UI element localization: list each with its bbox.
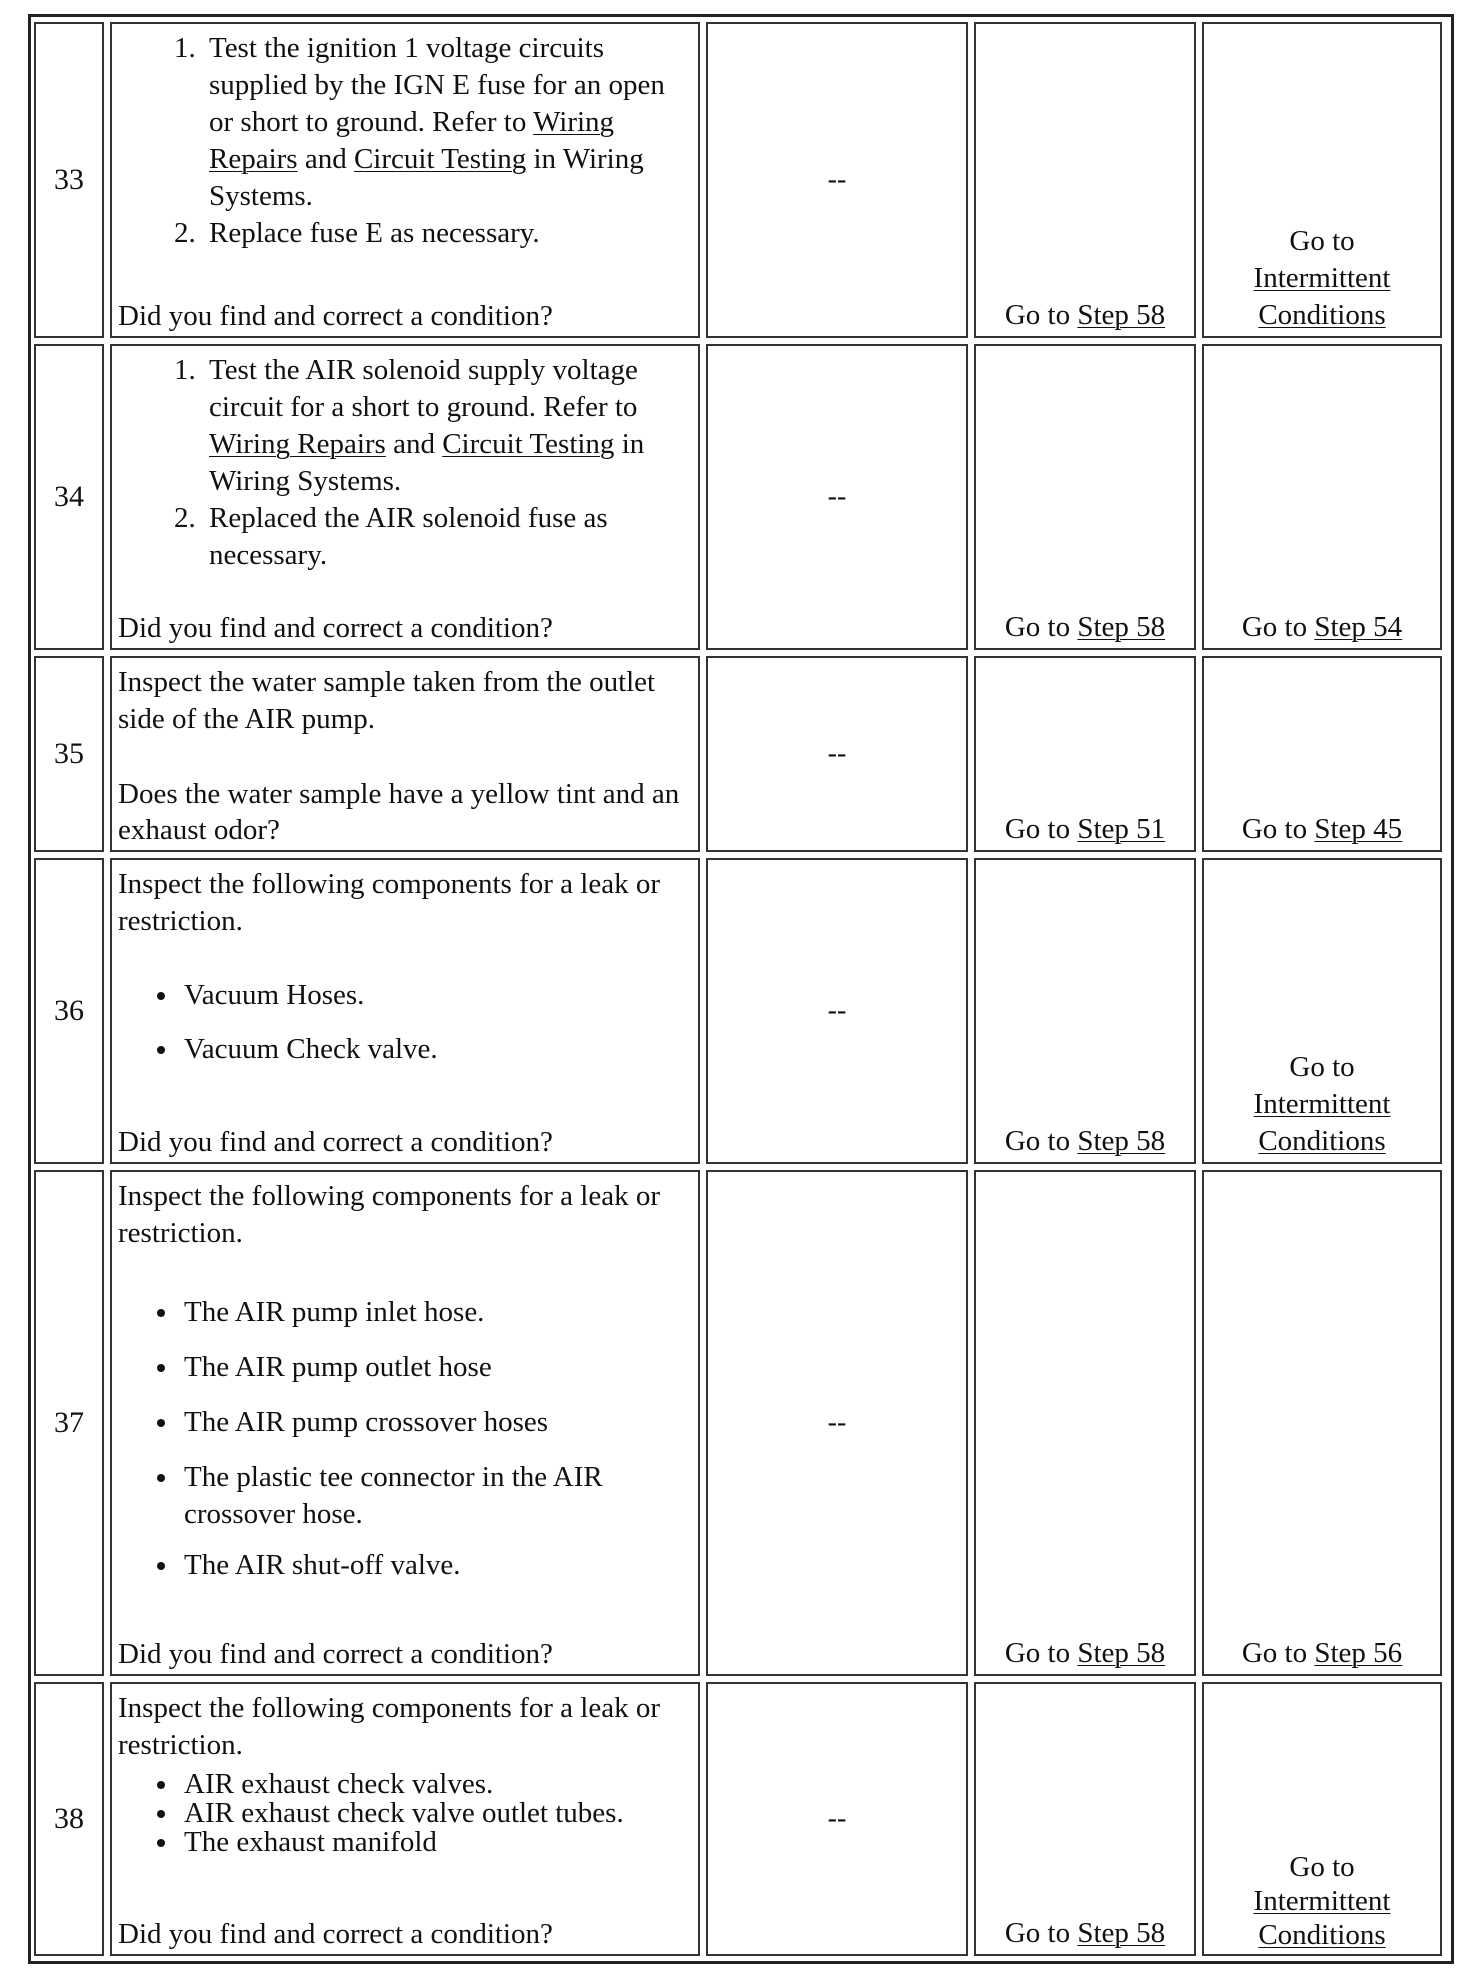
- link-step[interactable]: Step 51: [1077, 813, 1166, 845]
- action-steps: [118, 30, 692, 252]
- component-list: [118, 1294, 692, 1584]
- table-row: [34, 1682, 1448, 1956]
- value-cell: [706, 22, 968, 338]
- action-intro: Inspect the following components for a leak or restriction.: [118, 1180, 660, 1249]
- link-step[interactable]: Step 58: [1077, 611, 1166, 643]
- link-wiring-repairs[interactable]: Wiring Repairs: [209, 428, 386, 460]
- value-text: --: [827, 738, 847, 769]
- action-text: [118, 30, 692, 332]
- component-list: [118, 977, 692, 1068]
- list-item: • The plastic tee connector in the AIR crossover hose.: [180, 1459, 692, 1533]
- value-cell: [706, 858, 968, 1164]
- link-intermittent-conditions[interactable]: Intermittent Conditions: [1253, 1885, 1391, 1951]
- link-intermittent-conditions[interactable]: Intermittent Conditions: [1253, 1088, 1391, 1157]
- yes-cell: [974, 1170, 1196, 1676]
- link-wiring-repairs[interactable]: Wiring Repairs: [209, 106, 615, 175]
- step-cell: [34, 344, 104, 650]
- no-result: Go to Step 45: [1241, 813, 1403, 845]
- question-text: Did you find and correct a condition?: [118, 1918, 553, 1950]
- table-row: [34, 1170, 1448, 1676]
- value-cell: [706, 1170, 968, 1676]
- action-text: [118, 352, 692, 644]
- action-steps: [118, 352, 692, 574]
- action-cell: [110, 1682, 700, 1956]
- action-cell: [110, 22, 700, 338]
- no-result: Go to Intermittent Conditions: [1253, 1051, 1391, 1157]
- action-step: 2. Replace fuse E as necessary.: [203, 215, 692, 252]
- no-cell: [1202, 858, 1442, 1164]
- link-step[interactable]: Step 58: [1077, 1125, 1166, 1157]
- step-number: 34: [54, 480, 84, 513]
- value-text: --: [827, 164, 847, 195]
- value-cell: [706, 1682, 968, 1956]
- list-item: • Vacuum Hoses.: [180, 977, 692, 1014]
- yes-result: Go to Step 51: [1004, 813, 1166, 845]
- action-cell: [110, 858, 700, 1164]
- no-cell: [1202, 1682, 1442, 1956]
- question-text: Did you find and correct a condition?: [118, 1638, 553, 1670]
- yes-cell: [974, 858, 1196, 1164]
- link-circuit-testing[interactable]: Circuit Testing: [353, 143, 527, 175]
- link-step[interactable]: Step 58: [1077, 299, 1166, 331]
- no-cell: [1202, 656, 1442, 852]
- list-item: • AIR exhaust check valve outlet tubes.: [180, 1799, 692, 1828]
- yes-cell: [974, 656, 1196, 852]
- list-item: • The AIR pump inlet hose.: [180, 1294, 692, 1331]
- step-number: 35: [54, 737, 84, 770]
- action-cell: [110, 1170, 700, 1676]
- no-result: Go to Step 56: [1241, 1637, 1403, 1669]
- question-text: Did you find and correct a condition?: [118, 612, 553, 644]
- component-list: [118, 1770, 692, 1857]
- table-row: [34, 656, 1448, 852]
- no-result: Go to Intermittent Conditions: [1253, 225, 1391, 331]
- action-cell: [110, 656, 700, 852]
- yes-result: Go to Step 58: [1004, 1125, 1166, 1157]
- no-cell: [1202, 344, 1442, 650]
- yes-cell: [974, 1682, 1196, 1956]
- step-cell: [34, 1682, 104, 1956]
- question-text: Does the water sample have a yellow tint and an exhaust odor?: [118, 778, 680, 846]
- question-text: Did you find and correct a condition?: [118, 1126, 553, 1158]
- action-intro: Inspect the following components for a leak or restriction.: [118, 1692, 660, 1761]
- action-step: 2. Replaced the AIR solenoid fuse as necessary.: [203, 500, 692, 574]
- step-cell: [34, 1170, 104, 1676]
- step-cell: [34, 858, 104, 1164]
- no-result: Go to Intermittent Conditions: [1253, 1851, 1391, 1951]
- action-text: [118, 1178, 692, 1670]
- link-step[interactable]: Step 58: [1077, 1917, 1166, 1949]
- action-text: [118, 866, 692, 1158]
- value-cell: [706, 344, 968, 650]
- link-step[interactable]: Step 56: [1314, 1637, 1403, 1669]
- value-text: --: [827, 1803, 847, 1834]
- step-cell: [34, 656, 104, 852]
- list-item: • The AIR shut-off valve.: [180, 1547, 692, 1584]
- list-item: • The AIR pump outlet hose: [180, 1349, 692, 1386]
- list-item: • The AIR pump crossover hoses: [180, 1404, 692, 1441]
- step-number: 38: [54, 1802, 84, 1835]
- table-row: [34, 22, 1448, 338]
- table-row: [34, 858, 1448, 1164]
- link-step[interactable]: Step 45: [1314, 813, 1403, 845]
- link-step[interactable]: Step 58: [1077, 1637, 1166, 1669]
- step-number: 36: [54, 994, 84, 1027]
- action-step: 1. Test the ignition 1 voltage circuits supplied by the IGN E fuse for an open or short to ground. Refer to Wiring Repairs and Circuit Testing in Wiring Systems.: [203, 30, 692, 215]
- yes-result: Go to Step 58: [1004, 1637, 1166, 1669]
- list-item: • The exhaust manifold: [180, 1828, 692, 1857]
- no-cell: [1202, 22, 1442, 338]
- yes-result: Go to Step 58: [1004, 299, 1166, 331]
- value-text: --: [827, 1407, 847, 1438]
- yes-result: Go to Step 58: [1004, 611, 1166, 643]
- step-number: 37: [54, 1406, 84, 1439]
- yes-cell: [974, 22, 1196, 338]
- value-cell: [706, 656, 968, 852]
- link-circuit-testing[interactable]: Circuit Testing: [442, 428, 615, 460]
- step-cell: [34, 22, 104, 338]
- link-intermittent-conditions[interactable]: Intermittent Conditions: [1253, 262, 1391, 331]
- step-number: 33: [54, 163, 84, 196]
- link-step[interactable]: Step 54: [1314, 611, 1403, 643]
- value-text: --: [827, 995, 847, 1026]
- no-result: Go to Step 54: [1241, 611, 1403, 643]
- list-item: • AIR exhaust check valves.: [180, 1770, 692, 1799]
- question-text: Did you find and correct a condition?: [118, 300, 553, 332]
- yes-cell: [974, 344, 1196, 650]
- value-text: --: [827, 481, 847, 512]
- action-intro: Inspect the following components for a leak or restriction.: [118, 868, 660, 937]
- action-text: Inspect the water sample taken from the outlet side of the AIR pump.: [118, 666, 656, 735]
- table-row: [34, 344, 1448, 650]
- no-cell: [1202, 1170, 1442, 1676]
- list-item: • Vacuum Check valve.: [180, 1031, 692, 1068]
- action-cell: [110, 344, 700, 650]
- action-step: 1. Test the AIR solenoid supply voltage circuit for a short to ground. Refer to Wiring Repairs and Circuit Testing in Wiring Systems.: [203, 352, 692, 500]
- action-text: [118, 1690, 692, 1950]
- yes-result: Go to Step 58: [1004, 1917, 1166, 1949]
